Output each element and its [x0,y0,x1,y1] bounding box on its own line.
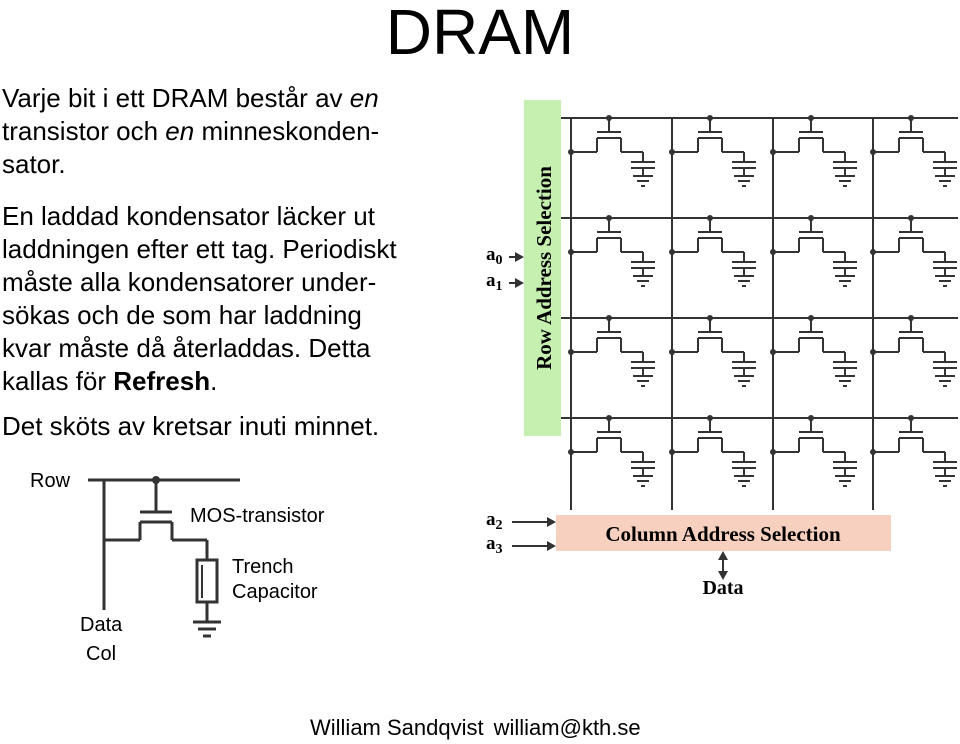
intro-text: minneskonden- [194,116,380,146]
refresh-text: kvar måste då återladdas. Detta [2,333,371,363]
a1-label: $a_1$ [486,270,503,294]
intro-text: sator. [2,149,66,179]
capacitor-label: Capacitor [232,581,318,603]
managed-paragraph: Det sköts av kretsar inuti minnet. [2,411,380,441]
refresh-text: En laddad kondensator läcker ut [2,201,375,231]
intro-emphasis: en [165,116,195,146]
refresh-text: . [210,366,218,396]
refresh-term: Refresh [113,366,211,396]
a3-label: $a_3$ [486,533,503,557]
intro-text: transistor och [2,116,166,146]
row-address-label: Row Address Selection [532,166,556,370]
footer-email: william@kth.se [493,715,641,740]
intro-emphasis: en [349,83,379,113]
column-address-label: Column Address Selection [605,522,841,546]
footer [310,714,651,742]
data-label: Data [80,614,123,636]
data-output-label: Data [702,577,744,599]
a0-label: $a_0$ [486,244,503,268]
refresh-text: måste alla kondensatorer under- [2,267,377,297]
footer-author: William Sandqvist [310,715,484,740]
trench-label: Trench [232,556,294,578]
col-label: Col [86,643,117,665]
mos-transistor-label: MOS-transistor [190,505,325,527]
page-title: DRAM [385,0,575,68]
refresh-text: kallas för [2,366,114,396]
refresh-text: sökas och de som har laddning [2,300,362,330]
refresh-text: laddningen efter ett tag. Periodiskt [2,234,397,264]
row-label: Row [30,470,71,492]
intro-text: Varje bit i ett DRAM består av [2,83,350,113]
a2-label: $a_2$ [486,509,503,533]
